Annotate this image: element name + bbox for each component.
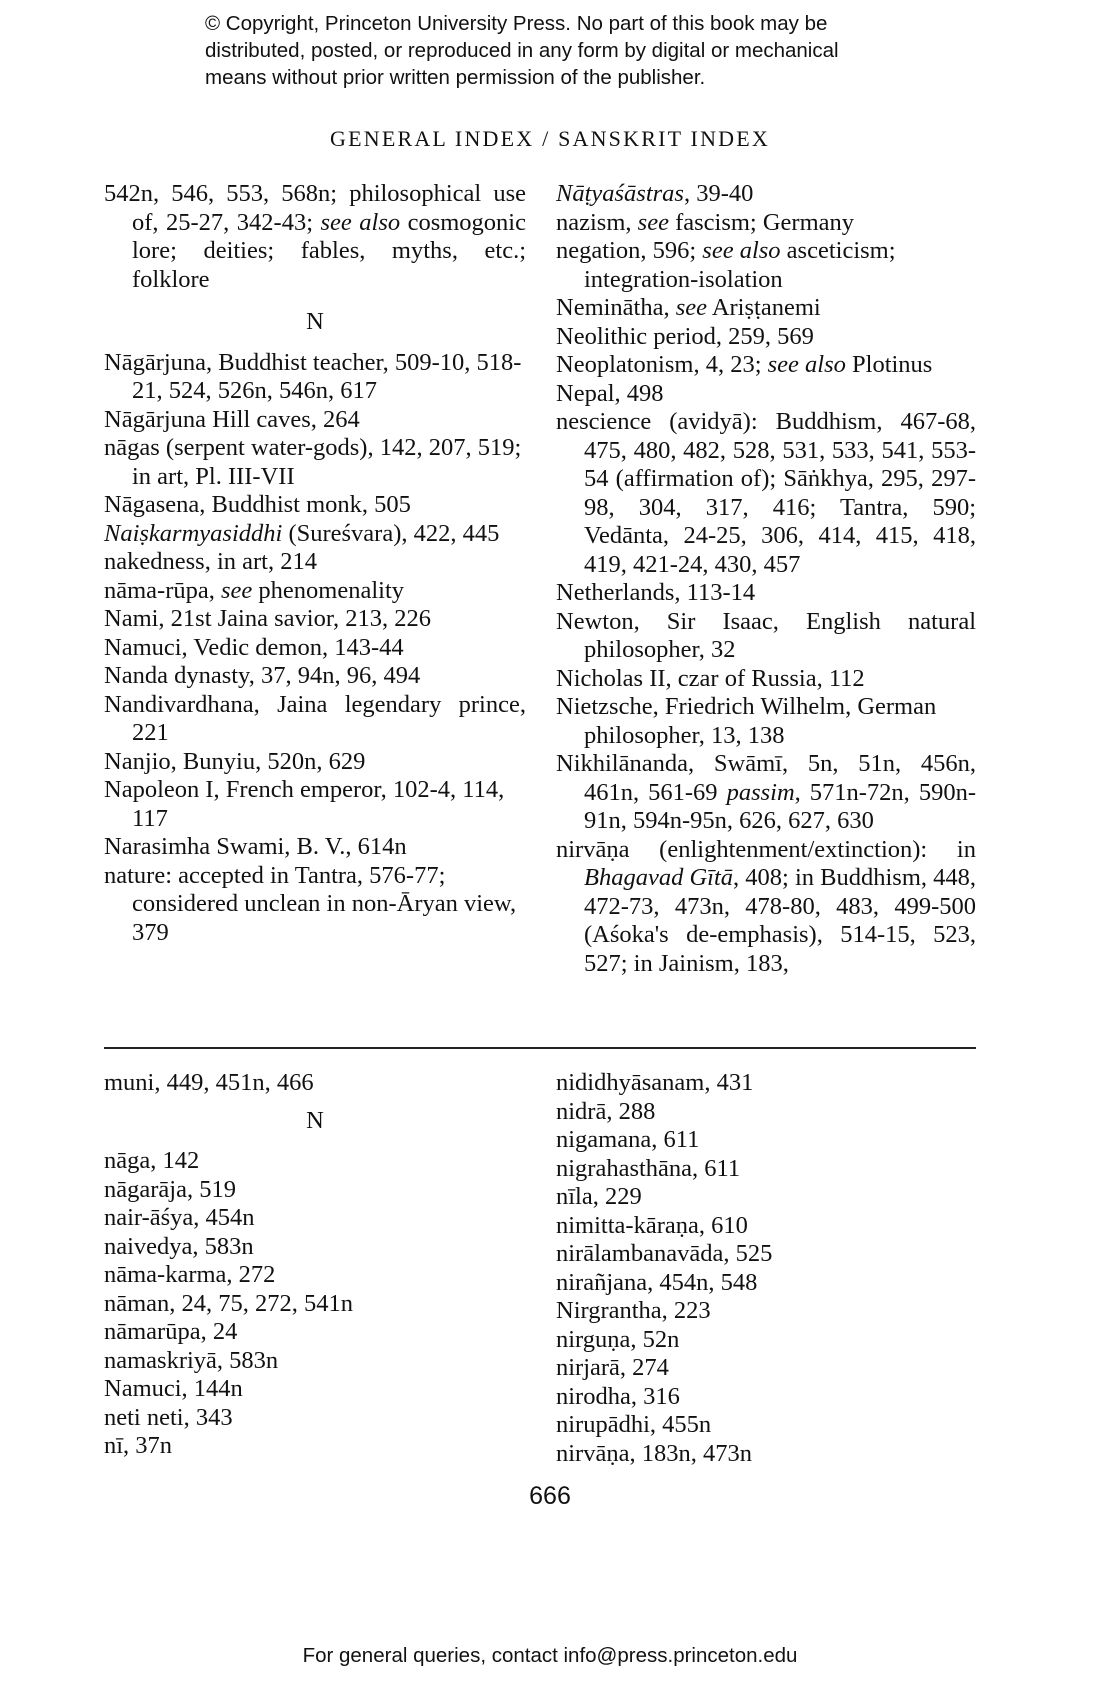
copyright-line: means without prior written permission of the publisher.: [205, 66, 706, 89]
index-entry: nāga, 142: [104, 1147, 200, 1174]
index-entry: Newton, Sir Isaac, English natural philosopher, 32: [556, 607, 976, 663]
footer-contact: For general queries, contact info@press.princeton.edu: [302, 1644, 798, 1667]
index-entry: Napoleon I, French emperor, 102-4, 114, 117: [104, 776, 505, 832]
index-entry: nirvāṇa (enlightenment/extinction): in Bhagavad Gītā, 408; in Buddhism, 448, 472-73, 473n, 478-80, 483, 499-500 (Aśoka's de-emphasis), 514-15, 523, 527; in Jainism, 183,: [556, 835, 977, 977]
index-entry: Nikhilānanda, Swāmī, 5n, 51n, 456n, 461n, 561-69 passim, 571n-72n, 590n-91n, 594n-95n, 626, 627, 630: [556, 750, 976, 834]
copyright-notice: [205, 10, 925, 91]
index-entry: Nāgārjuna Hill caves, 264: [104, 405, 360, 433]
index-entry: Nanda dynasty, 37, 94n, 96, 494: [104, 662, 421, 689]
index-entry: Nandivardhana, Jaina legendary prince, 221: [104, 690, 526, 746]
running-head: GENERAL INDEX / SANSKRIT INDEX: [330, 126, 770, 151]
index-entry: nirjarā, 274: [556, 1354, 669, 1381]
index-entry: nazism, see fascism; Germany: [556, 208, 855, 236]
index-entry: Naiṣkarmyasiddhi (Sureśvara), 422, 445: [104, 519, 500, 547]
index-entry: nididhyāsanam, 431: [556, 1069, 754, 1096]
index-entry: Neoplatonism, 4, 23; see also Plotinus: [556, 351, 933, 378]
index-entry: Nepal, 498: [556, 379, 664, 407]
section-divider: [104, 1047, 976, 1049]
index-entry: namaskriyā, 583n: [104, 1346, 279, 1374]
index-entry: Neminātha, see Ariṣṭanemi: [556, 294, 821, 321]
index-entry: nīla, 229: [556, 1183, 642, 1210]
index-entry: nirālambanavāda, 525: [556, 1240, 773, 1267]
index-entry: Netherlands, 113-14: [556, 579, 756, 606]
index-entry: nature: accepted in Tantra, 576-77; considered unclean in non-Āryan view, 379: [104, 861, 517, 946]
index-entry: nāman, 24, 75, 272, 541n: [104, 1289, 354, 1317]
sanskrit-index-left-column: [104, 1069, 526, 1461]
index-entry: neti neti, 343: [104, 1403, 233, 1431]
index-entry: nidrā, 288: [556, 1097, 656, 1125]
index-entry: Namuci, Vedic demon, 143-44: [104, 633, 404, 661]
index-entry: Narasimha Swami, B. V., 614n: [104, 833, 407, 860]
index-entry: Nāgasena, Buddhist monk, 505: [104, 491, 411, 518]
general-index-right-column: [556, 180, 976, 978]
copyright-line: © Copyright, Princeton University Press. No part of this book may be: [205, 12, 828, 35]
index-entry: nāgas (serpent water-gods), 142, 207, 519; in art, Pl. III-VII: [104, 434, 522, 490]
general-index-left-column: [104, 180, 526, 947]
index-entry: 542n, 546, 553, 568n; philosophical use of, 25-27, 342-43; see also cosmogonic lore; deities; fables, myths, etc.; folklore: [104, 180, 526, 293]
copyright-line: distributed, posted, or reproduced in any form by digital or mechanical: [205, 39, 839, 62]
index-entry: Neolithic period, 259, 569: [556, 322, 814, 350]
index-entry: nirañjana, 454n, 548: [556, 1268, 758, 1296]
index-entry: Nami, 21st Jaina savior, 213, 226: [104, 605, 432, 632]
index-entry: nirguṇa, 52n: [556, 1325, 680, 1353]
index-entry: nair-āśya, 454n: [104, 1204, 255, 1231]
index-entry: Nanjio, Bunyiu, 520n, 629: [104, 747, 366, 775]
section-letter: N: [306, 1106, 324, 1134]
index-entry: nigamana, 611: [556, 1126, 700, 1153]
index-entry: nimitta-kāraṇa, 610: [556, 1211, 748, 1239]
index-entry: nirvāṇa, 183n, 473n: [556, 1439, 752, 1467]
index-entry: nigrahasthāna, 611: [556, 1154, 741, 1182]
sanskrit-index-right-column: [556, 1069, 976, 1468]
index-entry: muni, 449, 451n, 466: [104, 1069, 314, 1096]
index-entry: Nirgrantha, 223: [556, 1297, 711, 1324]
index-entry: naivedya, 583n: [104, 1232, 254, 1260]
section-letter: N: [306, 308, 324, 335]
index-entry: nī, 37n: [104, 1432, 173, 1459]
index-entry: nirupādhi, 455n: [556, 1411, 712, 1438]
index-entry: nāgarāja, 519: [104, 1175, 236, 1203]
index-entry: nirodha, 316: [556, 1382, 680, 1410]
index-entry: nāma-karma, 272: [104, 1261, 276, 1288]
index-entry: nescience (avidyā): Buddhism, 467-68, 475, 480, 482, 528, 531, 533, 541, 553-54 (affirmation of); Sāṅkhya, 295, 297-98, 304, 317, 416; Tantra, 590; Vedānta, 24-25, 306, 414, 415, 418, 419, 421-24, 430, 457: [556, 408, 976, 578]
index-entry: nakedness, in art, 214: [104, 548, 317, 575]
index-entry: Nicholas II, czar of Russia, 112: [556, 664, 865, 692]
page-number: 666: [529, 1482, 571, 1510]
index-entry: Namuci, 144n: [104, 1375, 243, 1402]
index-entry: Nietzsche, Friedrich Wilhelm, German philosopher, 13, 138: [556, 693, 937, 749]
index-entry: negation, 596; see also asceticism; integration-isolation: [556, 237, 896, 293]
index-entry: Nāṭyaśāstras, 39-40: [556, 180, 754, 207]
index-entry: nāmarūpa, 24: [104, 1318, 238, 1345]
index-entry: nāma-rūpa, see phenomenality: [104, 576, 405, 604]
index-entry: Nāgārjuna, Buddhist teacher, 509-10, 518-21, 524, 526n, 546n, 617: [104, 348, 522, 404]
